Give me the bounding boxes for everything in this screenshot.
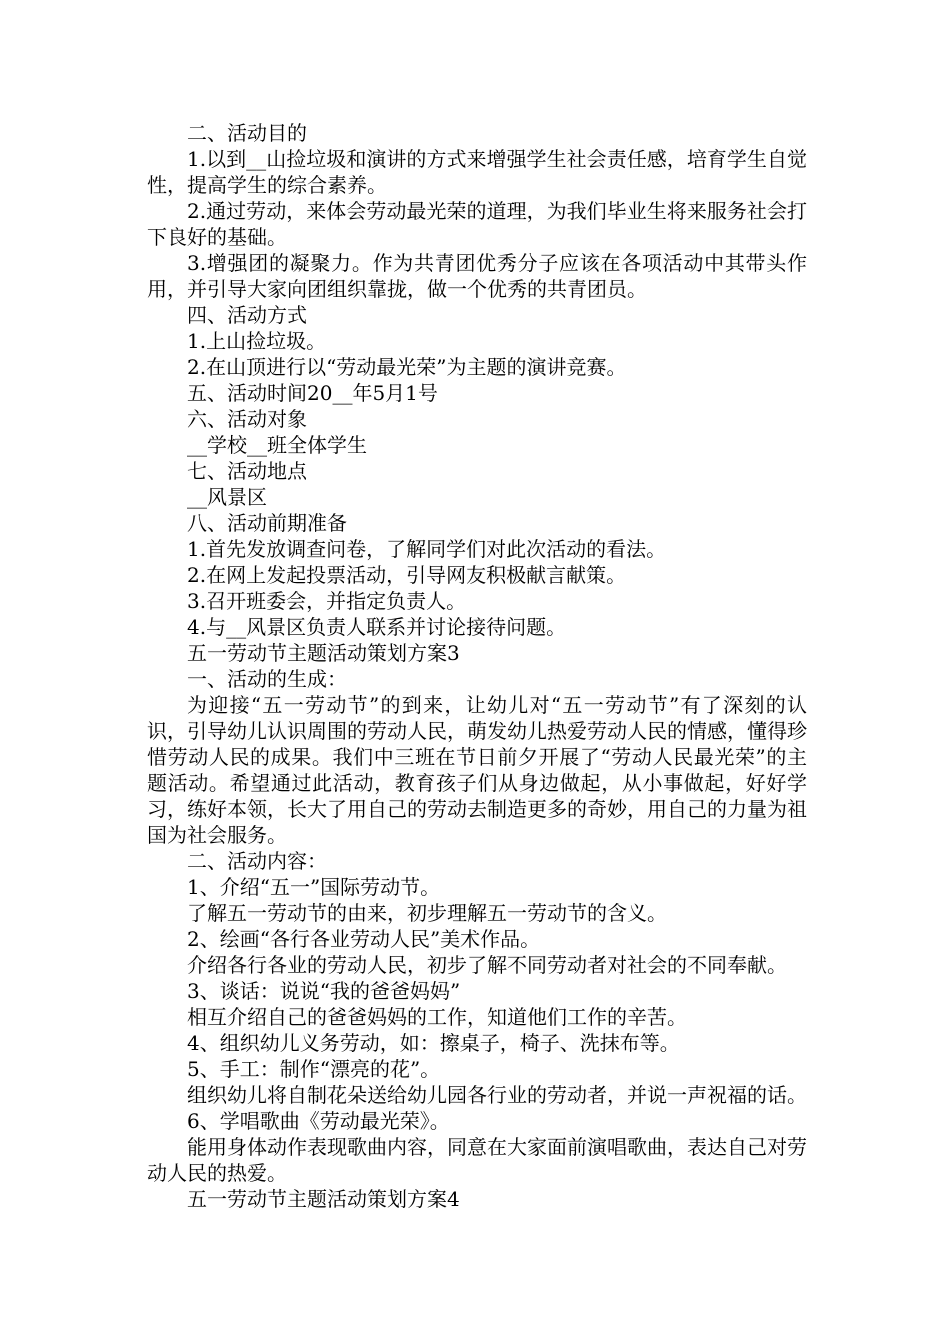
heading-activity-time: 五、活动时间20__年5月1号	[187, 381, 438, 405]
paragraph: 2、绘画“各行各业劳动人民”美术作品。	[187, 927, 541, 951]
paragraph: 1.以到__山捡垃圾和演讲的方式来增强学生社会责任感，培育学生自觉性，提高学生的综合素养。	[147, 147, 807, 197]
paragraph: 3、谈话：说说“我的爸爸妈妈”	[187, 979, 461, 1003]
heading-activity-origin: 一、活动的生成：	[187, 667, 347, 691]
paragraph: 1.首先发放调查问卷，了解同学们对此次活动的看法。	[187, 537, 667, 561]
section-title-plan-3: 五一劳动节主题活动策划方案3	[187, 641, 460, 665]
heading-activity-purpose: 二、活动目的	[187, 121, 307, 145]
heading-preparation: 八、活动前期准备	[187, 511, 347, 535]
paragraph: 介绍各行各业的劳动人民，初步了解不同劳动者对社会的不同奉献。	[187, 953, 787, 977]
paragraph: 相互介绍自己的爸爸妈妈的工作，知道他们工作的辛苦。	[187, 1005, 687, 1029]
paragraph: __学校__班全体学生	[187, 433, 367, 457]
paragraph: 1、介绍“五一”国际劳动节。	[187, 875, 441, 899]
heading-activity-location: 七、活动地点	[187, 459, 307, 483]
section-title-plan-4: 五一劳动节主题活动策划方案4	[187, 1187, 460, 1211]
paragraph: 2.在网上发起投票活动，引导网友积极献言献策。	[187, 563, 627, 587]
heading-activity-content: 二、活动内容：	[187, 849, 327, 873]
paragraph: 为迎接“五一劳动节”的到来，让幼儿对“五一劳动节”有了深刻的认识，引导幼儿认识周围的劳动人民，萌发幼儿热爱劳动人民的情感，懂得珍惜劳动人民的成果。我们中三班在节日前夕开展了“劳动人民最光荣”的主题活动。希望通过此活动，教育孩子们从身边做起，从小事做起，好好学习，练好本领，长大了用自己的劳动去制造更多的奇妙，用自己的力量为祖国为社会服务。	[147, 693, 807, 847]
paragraph: __风景区	[187, 485, 267, 509]
paragraph: 6、学唱歌曲《劳动最光荣》。	[187, 1109, 450, 1133]
paragraph: 3.增强团的凝聚力。作为共青团优秀分子应该在各项活动中其带头作用，并引导大家向团组织靠拢，做一个优秀的共青团员。	[147, 251, 807, 301]
heading-activity-method: 四、活动方式	[187, 303, 307, 327]
paragraph: 了解五一劳动节的由来，初步理解五一劳动节的含义。	[187, 901, 667, 925]
document-body	[147, 120, 807, 1212]
paragraph: 1.上山捡垃圾。	[187, 329, 327, 353]
paragraph: 2.通过劳动，来体会劳动最光荣的道理，为我们毕业生将来服务社会打下良好的基础。	[147, 199, 807, 249]
heading-activity-target: 六、活动对象	[187, 407, 307, 431]
paragraph: 能用身体动作表现歌曲内容，同意在大家面前演唱歌曲，表达自己对劳动人民的热爱。	[147, 1135, 807, 1185]
paragraph: 5、手工：制作“漂亮的花”。	[187, 1057, 441, 1081]
paragraph: 2.在山顶进行以“劳动最光荣”为主题的演讲竞赛。	[187, 355, 627, 379]
paragraph: 组织幼儿将自制花朵送给幼儿园各行业的劳动者，并说一声祝福的话。	[187, 1083, 807, 1107]
paragraph: 4.与__风景区负责人联系并讨论接待问题。	[187, 615, 567, 639]
paragraph: 3.召开班委会，并指定负责人。	[187, 589, 467, 613]
paragraph: 4、组织幼儿义务劳动，如：擦桌子，椅子、洗抹布等。	[187, 1031, 680, 1055]
